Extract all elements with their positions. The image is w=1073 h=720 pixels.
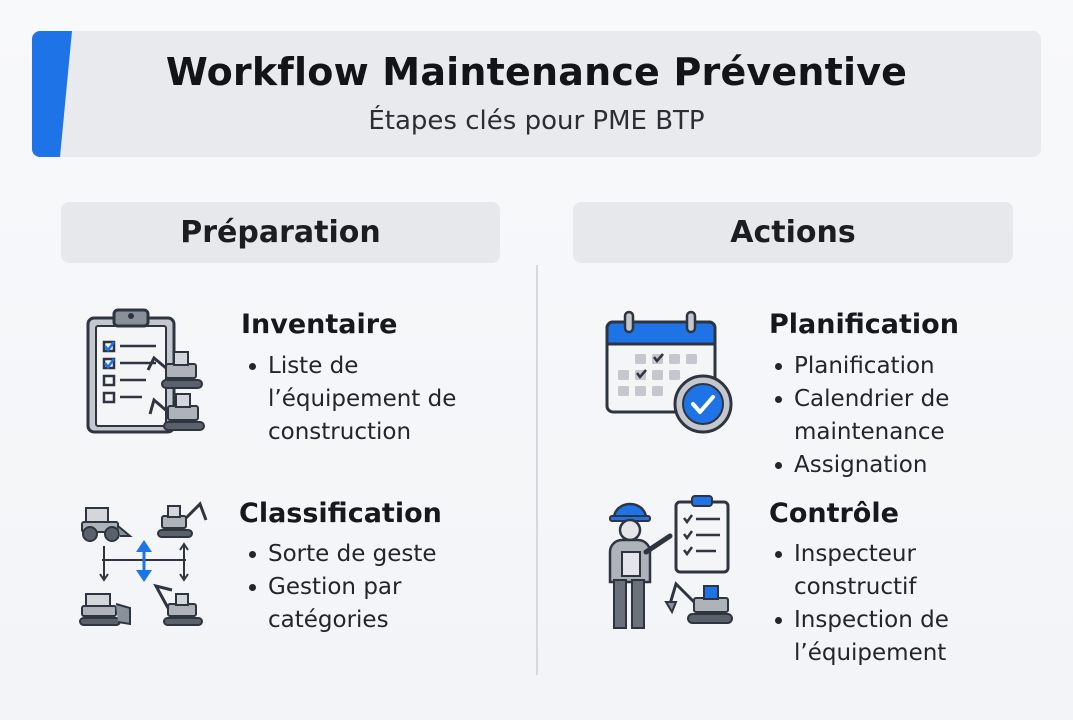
list-item: Planification: [767, 350, 987, 383]
column-heading-preparation: Préparation: [61, 202, 500, 263]
bullet-list-planification: [767, 350, 987, 482]
list-item: Gestion par catégories: [241, 571, 491, 637]
bullet-list-classification: [241, 538, 491, 637]
column-divider: [536, 265, 538, 675]
page-title: Workflow Maintenance Préventive: [165, 50, 908, 94]
bullet-list-inventaire: [241, 350, 491, 449]
column-heading-actions: Actions: [573, 202, 1013, 263]
bullet-list-controle: [767, 538, 987, 670]
section-title-controle: Contrôle: [769, 498, 899, 529]
section-title-inventaire: Inventaire: [241, 309, 398, 340]
list-item: Calendrier de maintenance: [767, 383, 987, 449]
equipment-sorting-arrows-icon: [76, 494, 212, 630]
list-item: Inspecteur constructif: [767, 538, 987, 604]
inspector-checklist-excavator-icon: [600, 494, 740, 634]
list-item: Sorte de geste: [241, 538, 491, 571]
page-subtitle: Étapes clés pour PME BTP: [368, 106, 705, 136]
section-title-planification: Planification: [769, 309, 959, 340]
list-item: Assignation: [767, 449, 987, 482]
list-item: Inspection de l’équipement: [767, 604, 987, 670]
list-item: Liste de l’équipement de construction: [241, 350, 491, 449]
clipboard-checklist-excavator-icon: [84, 306, 208, 438]
calendar-check-icon: [603, 308, 735, 436]
section-title-classification: Classification: [239, 498, 442, 529]
